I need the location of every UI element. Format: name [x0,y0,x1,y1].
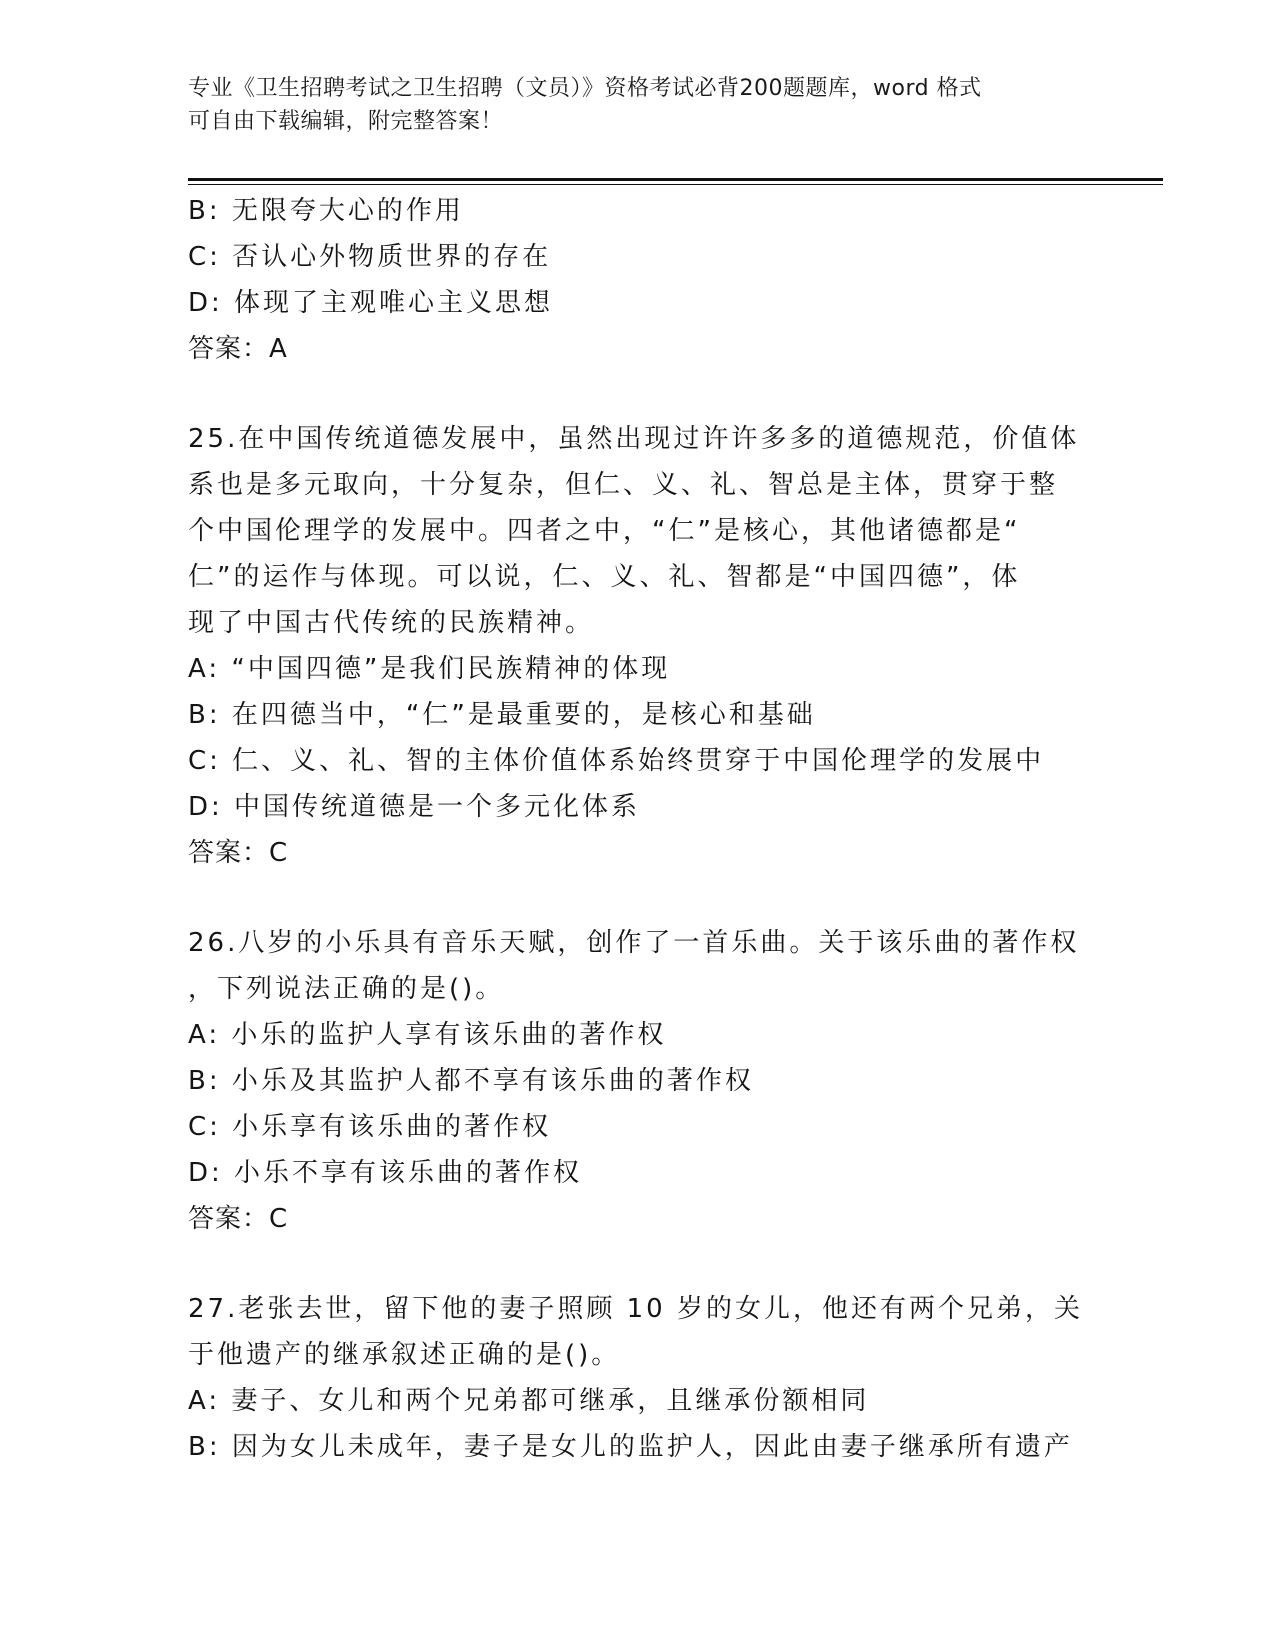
option-c: C: 仁、义、礼、智的主体价值体系始终贯穿于中国伦理学的发展中 [188,746,1045,776]
question-text-line: 25.在中国传统道德发展中，虽然出现过许许多多的道德规范，价值体 [188,424,1080,454]
option-a: A: 妻子、女儿和两个兄弟都可继承，且继承份额相同 [188,1386,870,1416]
spacer [188,372,1088,416]
header-line-2: 可自由下载编辑，附完整答案！ [188,109,504,134]
option-a: A: 小乐的监护人享有该乐曲的著作权 [188,1020,667,1050]
option-a: A: “中国四德”是我们民族精神的体现 [188,654,671,684]
header-divider-thin [188,184,1163,185]
question-text-line: 系也是多元取向，十分复杂，但仁、义、礼、智总是主体，贯穿于整 [188,470,1059,500]
page-header [188,72,1068,138]
answer: 答案：C [188,838,289,868]
option-d: D: 体现了主观唯心主义思想 [188,288,554,318]
question-26 [188,920,1088,1242]
question-text-line: 仁”的运作与体现。可以说，仁、义、礼、智都是“中国四德”，体 [188,562,1021,592]
question-text-line: 于他遗产的继承叙述正确的是()。 [188,1340,621,1370]
question-text-line: 个中国伦理学的发展中。四者之中，“仁”是核心，其他诸德都是“ [188,516,1021,546]
option-b: B: 小乐及其监护人都不享有该乐曲的著作权 [188,1066,754,1096]
question-24 [188,188,1088,372]
spacer [188,1242,1088,1286]
question-25 [188,416,1088,876]
question-text-line: ，下列说法正确的是()。 [188,974,505,1004]
answer: 答案：C [188,1204,289,1234]
option-d: D: 中国传统道德是一个多元化体系 [188,792,641,822]
header-line-1: 专业《卫生招聘考试之卫生招聘（文员）》资格考试必背200题题库，word 格式 [188,76,982,101]
option-b: B: 在四德当中，“仁”是最重要的，是核心和基础 [188,700,816,730]
option-c: C: 否认心外物质世界的存在 [188,242,552,272]
question-27 [188,1286,1088,1470]
question-list [188,188,1088,1470]
option-d: D: 小乐不享有该乐曲的著作权 [188,1158,583,1188]
question-text-line: 现了中国古代传统的民族精神。 [188,608,595,638]
question-text-line: 27.老张去世，留下他的妻子照顾 10 岁的女儿，他还有两个兄弟，关 [188,1294,1083,1324]
option-b: B: 无限夸大心的作用 [188,196,464,226]
option-b: B: 因为女儿未成年，妻子是女儿的监护人，因此由妻子继承所有遗产 [188,1432,1073,1462]
answer: 答案：A [188,334,288,364]
header-divider-thick [188,178,1163,181]
spacer [188,876,1088,920]
question-text-line: 26.八岁的小乐具有音乐天赋，创作了一首乐曲。关于该乐曲的著作权 [188,928,1080,958]
option-c: C: 小乐享有该乐曲的著作权 [188,1112,552,1142]
